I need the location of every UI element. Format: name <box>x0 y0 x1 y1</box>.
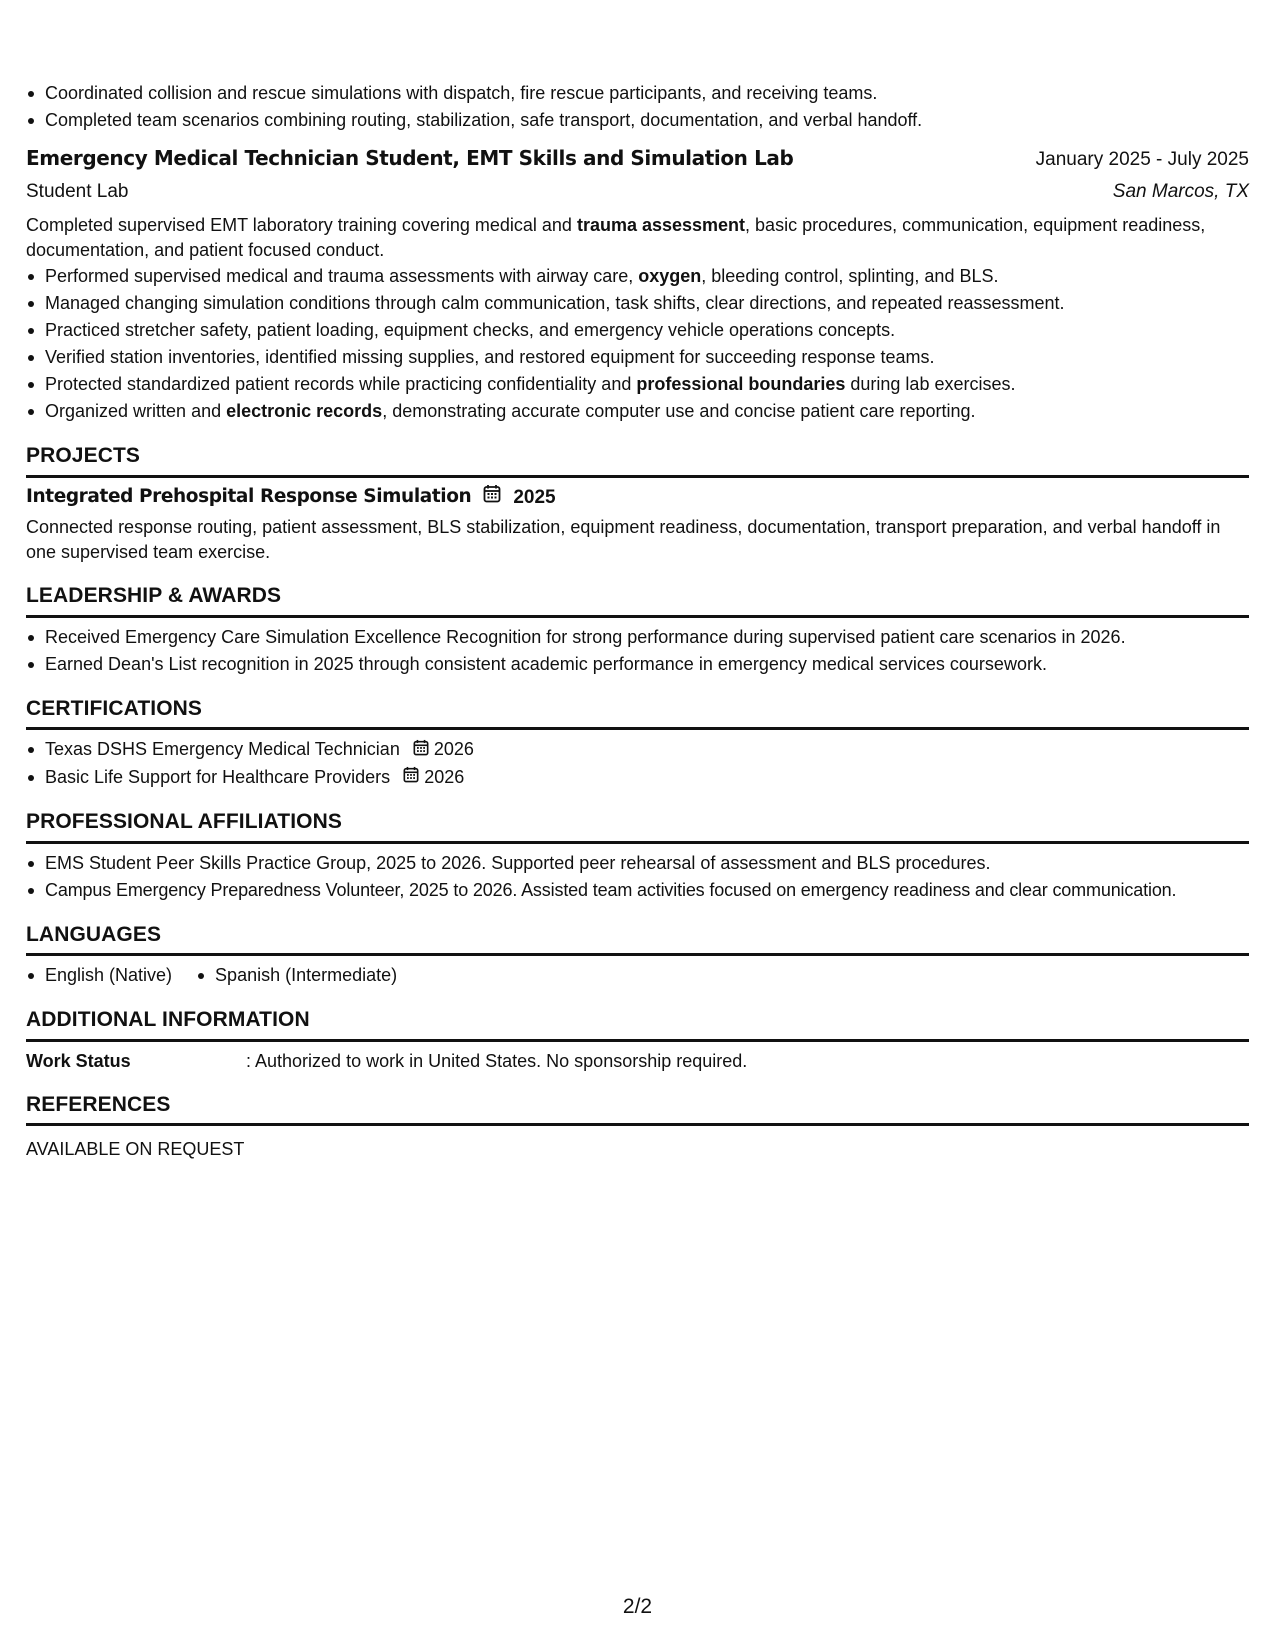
language-item: English (Native) <box>26 962 172 989</box>
language-item: Spanish (Intermediate) <box>196 962 397 989</box>
list-item: Earned Dean's List recognition in 2025 through consistent academic performance in emergency medical services coursework. <box>26 651 1249 678</box>
list-item: EMS Student Peer Skills Practice Group, 2025 to 2026. Supported peer rehearsal of assessment and BLS procedures. <box>26 850 1249 877</box>
work-status-label: Work Status <box>26 1050 131 1071</box>
previous-job-bullets <box>26 80 1249 134</box>
job-location: San Marcos, TX <box>1112 180 1249 202</box>
project-description: Connected response routing, patient assessment, BLS stabilization, equipment readiness, documentation, transport preparation, and verbal handoff in one supervised team exercise. <box>26 517 1221 563</box>
list-item: Organized written and electronic records, demonstrating accurate computer use and concise patient care reporting. <box>26 398 1249 425</box>
list-item: Practiced stretcher safety, patient loading, equipment checks, and emergency vehicle operations concepts. <box>26 317 1249 344</box>
list-item: Verified station inventories, identified missing supplies, and restored equipment for succeeding response teams. <box>26 344 1249 371</box>
projects-section <box>26 484 1249 566</box>
work-status-value: : Authorized to work in United States. No sponsorship required. <box>246 1050 748 1071</box>
certification-year: 2026 <box>433 738 474 759</box>
project-title: Integrated Prehospital Response Simulation <box>26 485 472 507</box>
languages-list <box>26 962 1249 989</box>
awards-list <box>26 624 1249 678</box>
certification-name: Basic Life Support for Healthcare Providers <box>45 766 391 787</box>
calendar-icon <box>483 484 501 510</box>
project-year: 2025 <box>513 486 556 508</box>
section-heading-references: REFERENCES <box>26 1090 1249 1126</box>
job-organization: Student Lab <box>26 180 129 202</box>
work-status-row <box>26 1048 1249 1074</box>
resume-page <box>26 80 1249 1162</box>
page-number: 2/2 <box>622 1595 653 1618</box>
job-dates: January 2025 - July 2025 <box>1035 149 1249 170</box>
section-heading-awards: LEADERSHIP & AWARDS <box>26 581 1249 617</box>
job-title: Emergency Medical Technician Student, EMT Skills and Simulation Lab <box>26 146 794 170</box>
section-heading-languages: LANGUAGES <box>26 920 1249 956</box>
list-item: Received Emergency Care Simulation Excellence Recognition for strong performance during supervised patient care scenarios in 2026. <box>26 624 1249 651</box>
section-heading-additional-information: ADDITIONAL INFORMATION <box>26 1005 1249 1041</box>
references-text: AVAILABLE ON REQUEST <box>26 1139 245 1160</box>
list-item: Managed changing simulation conditions through calm communication, task shifts, clear directions, and repeated reassessment. <box>26 290 1249 317</box>
calendar-icon <box>403 764 419 791</box>
affiliations-list <box>26 850 1249 904</box>
certification-name: Texas DSHS Emergency Medical Technician <box>45 738 400 759</box>
list-item: Protected standardized patient records while practicing confidentiality and professional boundaries during lab exercises. <box>26 371 1249 398</box>
list-item: Campus Emergency Preparedness Volunteer, 2025 to 2026. Assisted team activities focused on emergency readiness and clear communication. <box>26 877 1249 904</box>
list-item: Completed team scenarios combining routing, stabilization, safe transport, documentation, and verbal handoff. <box>26 107 1249 134</box>
job-bullets <box>26 263 1249 425</box>
list-item: Performed supervised medical and trauma assessments with airway care, oxygen, bleeding control, splinting, and BLS. <box>26 263 1249 290</box>
certification-year: 2026 <box>424 766 465 787</box>
job-entry <box>26 144 1249 425</box>
job-summary: Completed supervised EMT laboratory training covering medical and trauma assessment, basic procedures, communication, equipment readiness, documentation, and patient focused conduct. <box>26 215 1206 261</box>
section-heading-projects: PROJECTS <box>26 441 1249 477</box>
section-heading-affiliations: PROFESSIONAL AFFILIATIONS <box>26 807 1249 843</box>
certifications-list <box>26 736 1249 792</box>
calendar-icon <box>413 737 429 764</box>
list-item <box>26 736 1249 764</box>
section-heading-certifications: CERTIFICATIONS <box>26 694 1249 730</box>
list-item: Coordinated collision and rescue simulations with dispatch, fire rescue participants, and receiving teams. <box>26 80 1249 107</box>
list-item <box>26 764 1249 792</box>
